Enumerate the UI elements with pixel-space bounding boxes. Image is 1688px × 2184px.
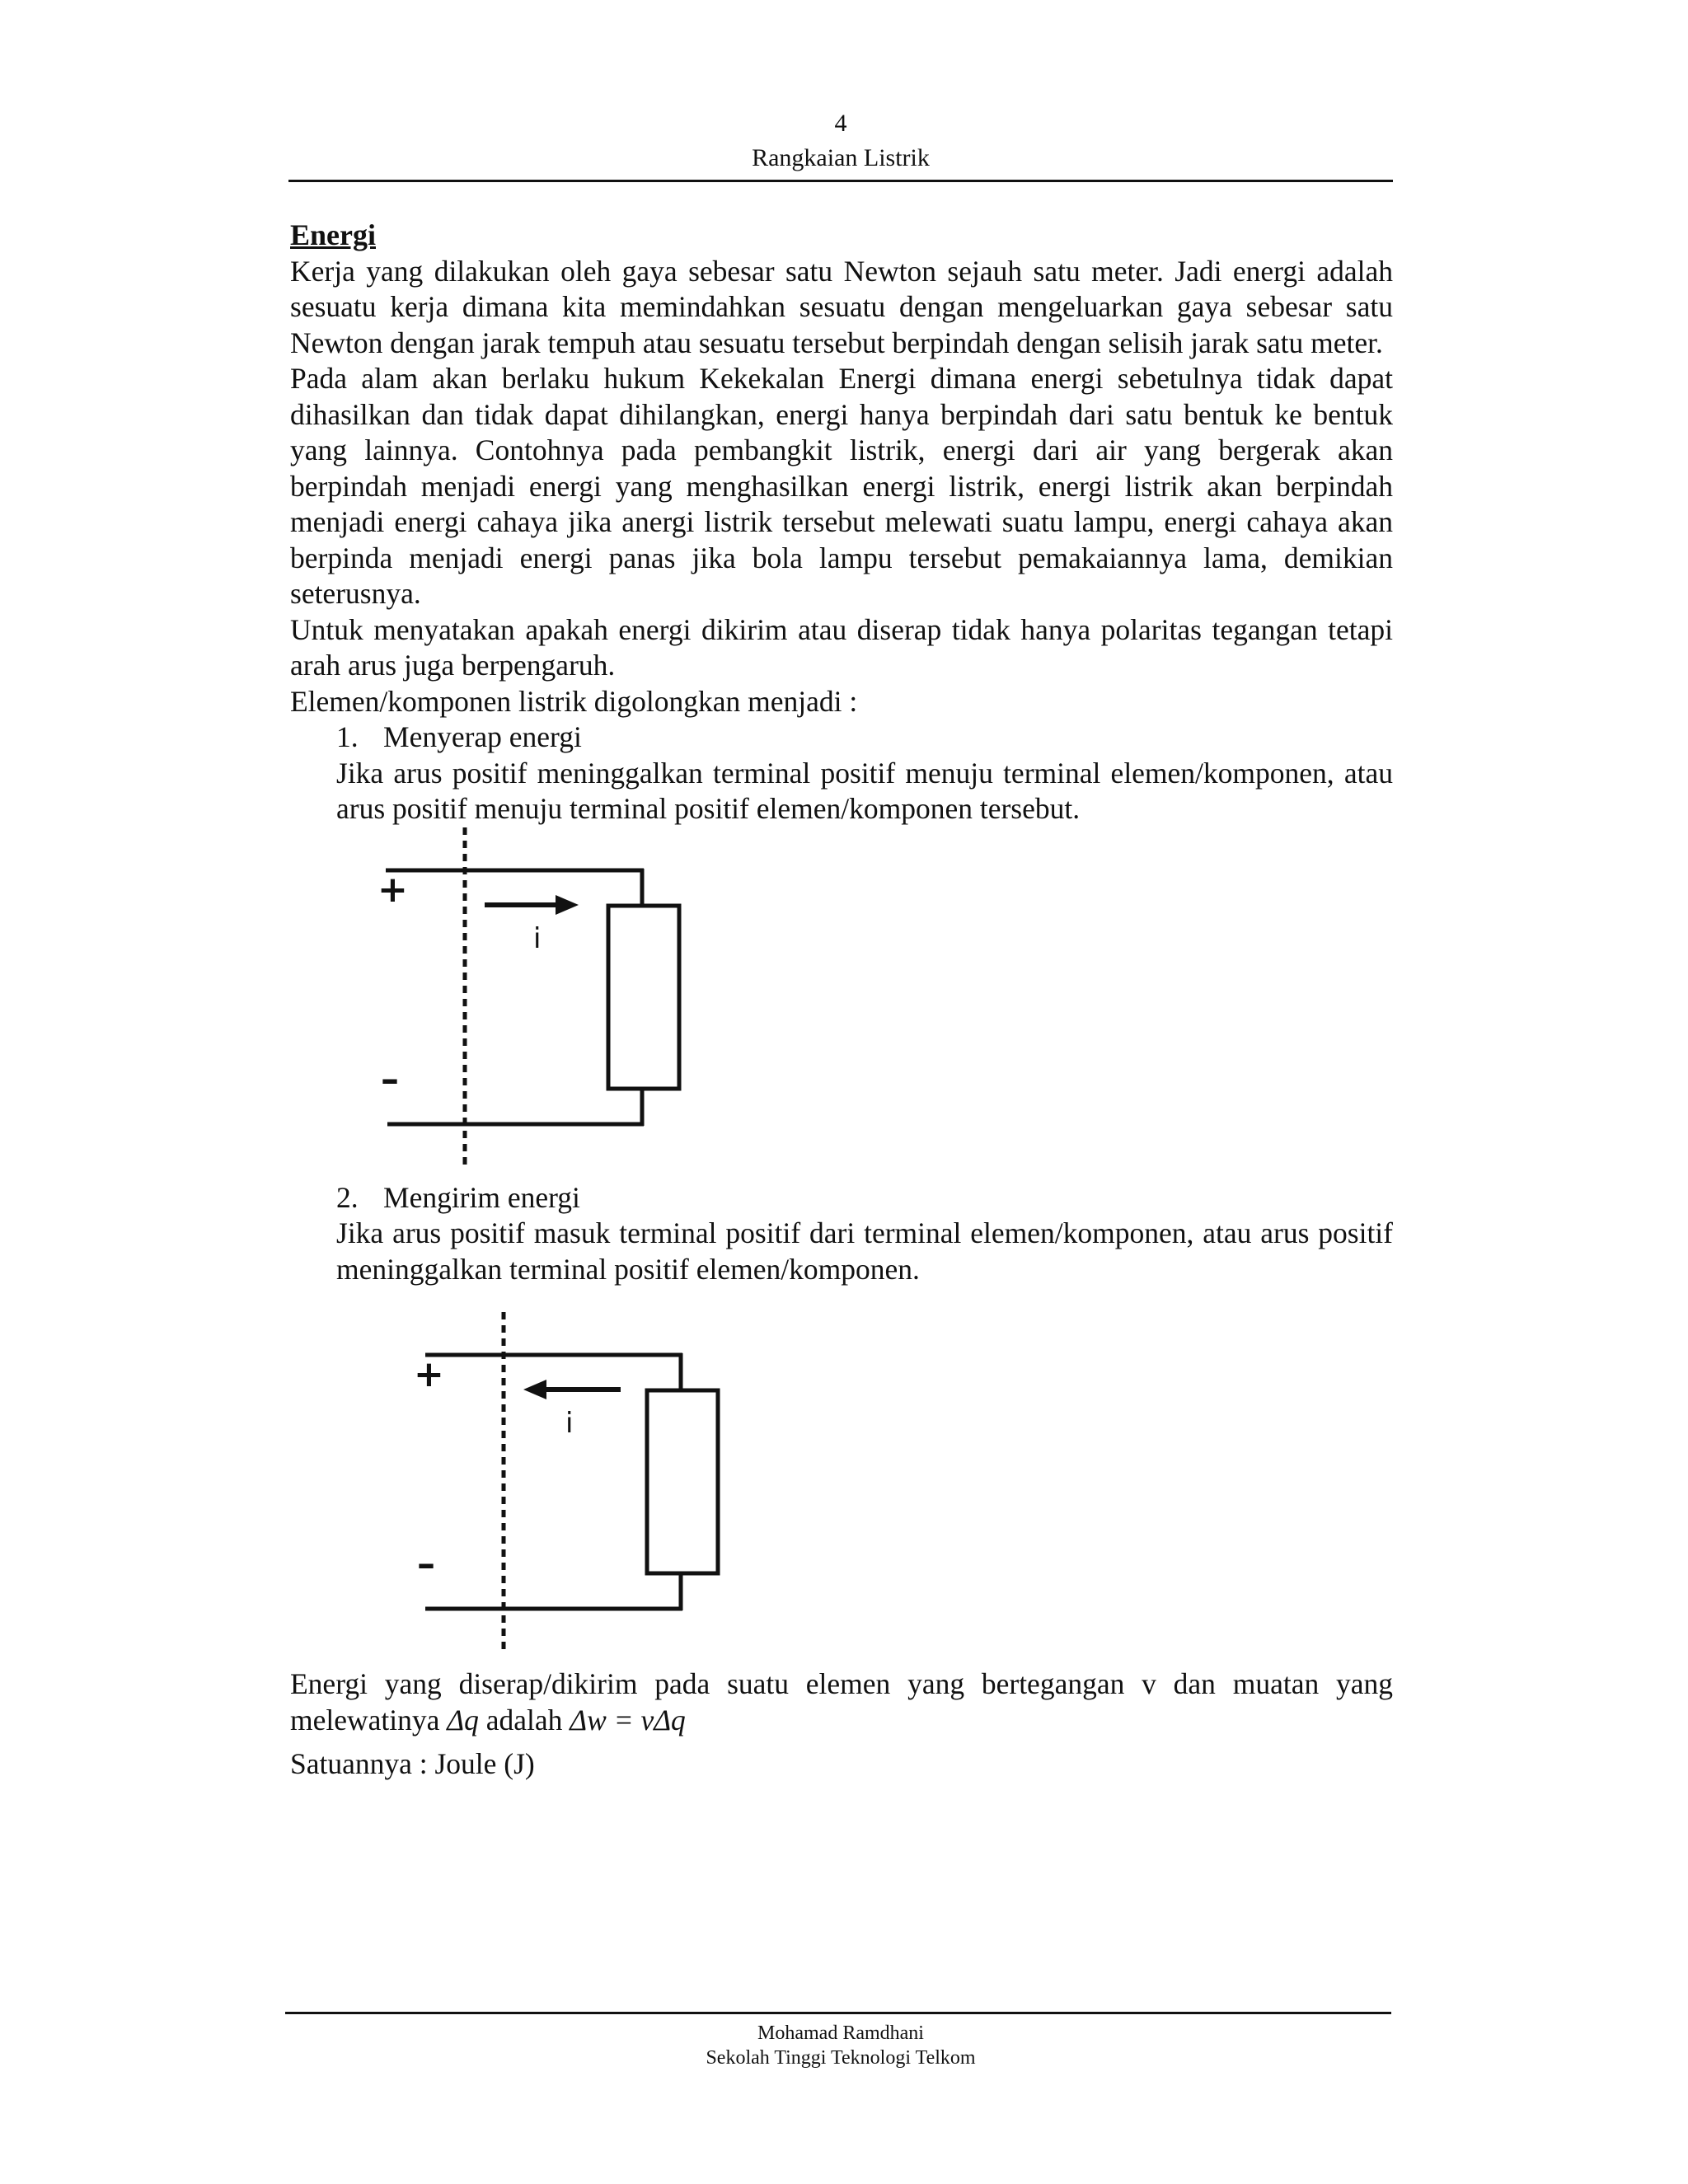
list-item-number: 2. bbox=[336, 1180, 359, 1214]
list-item-deliver bbox=[336, 1180, 1393, 1288]
page-number: 4 bbox=[834, 110, 847, 137]
current-label: i bbox=[533, 921, 542, 955]
current-arrow-left-icon bbox=[523, 1380, 546, 1399]
current-arrow-right-icon bbox=[556, 895, 579, 915]
list-item-description: Jika arus positif masuk terminal positif dari terminal elemen/komponen, atau arus positif meninggalkan terminal positif elemen/komponen. bbox=[336, 1216, 1393, 1286]
footer-author: Mohamad Ramdhani bbox=[757, 2022, 924, 2044]
energy-formula: Δw = vΔq bbox=[570, 1703, 686, 1736]
plus-terminal-label: + bbox=[414, 1353, 444, 1395]
paragraph-conservation: Pada alam akan berlaku hukum Kekekalan Energi dimana energi sebetulnya tidak dapat dihasilkan dan tidak dapat dihilangkan, energi hanya berpindah dari satu bentuk ke bentuk yang lainnya. Contohnya pada pembangkit listrik, energi dari air yang bergerak akan berpindah menjadi energi yang menghasilkan energi listrik, energi listrik akan berpindah menjadi energi cahaya jika anergi listrik tersebut melewati suatu lampu, energi cahaya akan berpinda menjadi energi panas jika bola lampu tersebut pemakaiannya lama, demikian seterusnya. bbox=[290, 362, 1393, 610]
running-title: Rangkaian Listrik bbox=[752, 144, 930, 171]
footer-rule bbox=[285, 2012, 1391, 2014]
energy-formula-sentence bbox=[290, 1666, 1393, 1738]
list-item-number: 1. bbox=[336, 720, 359, 753]
minus-terminal-label: – bbox=[417, 1543, 435, 1585]
charge-symbol: Δq bbox=[447, 1703, 479, 1736]
list-item-description: Jika arus positif meninggalkan terminal positif menuju terminal elemen/komponen, atau arus positif menuju terminal positif elemen/komponen tersebut. bbox=[336, 756, 1393, 825]
plus-terminal-label: + bbox=[377, 868, 408, 911]
resistor-element bbox=[608, 906, 679, 1089]
resistor-element bbox=[647, 1390, 718, 1573]
circuit-diagram-absorb bbox=[376, 827, 706, 1174]
energy-sentence-part1: Energi yang diserap/dikirim pada suatu elemen yang bertegangan v dan muatan yang melewatinya bbox=[290, 1667, 1393, 1736]
page-footer bbox=[288, 2021, 1393, 2070]
main-content bbox=[290, 218, 1393, 1783]
paragraph-definition: Kerja yang dilakukan oleh gaya sebesar satu Newton sejauh satu meter. Jadi energi adalah sesuatu kerja dimana kita memindahkan sesuatu dengan mengeluarkan gaya sebesar satu Newton dengan jarak tempuh atau sesuatu tersebut berpindah dengan selisih jarak satu meter. bbox=[290, 254, 1393, 359]
paragraph-classification: Elemen/komponen listrik digolongkan menjadi : bbox=[290, 684, 858, 718]
list-item-absorb bbox=[336, 719, 1393, 827]
paragraph-polarity: Untuk menyatakan apakah energi dikirim atau diserap tidak hanya polaritas tegangan tetapi arah arus juga berpengaruh. bbox=[290, 612, 1393, 682]
energy-sentence-part2: adalah bbox=[478, 1703, 570, 1736]
page-header bbox=[288, 107, 1393, 175]
unit-line: Satuannya : Joule (J) bbox=[290, 1747, 535, 1780]
circuit-diagram-deliver bbox=[376, 1312, 738, 1650]
current-label: i bbox=[565, 1407, 574, 1440]
section-title: Energi bbox=[290, 218, 376, 251]
minus-terminal-label: – bbox=[381, 1057, 399, 1100]
footer-institution: Sekolah Tinggi Teknologi Telkom bbox=[706, 2047, 976, 2069]
list-item-title: Menyerap energi bbox=[383, 720, 582, 753]
header-rule bbox=[288, 180, 1393, 182]
list-item-title: Mengirim energi bbox=[383, 1180, 580, 1214]
